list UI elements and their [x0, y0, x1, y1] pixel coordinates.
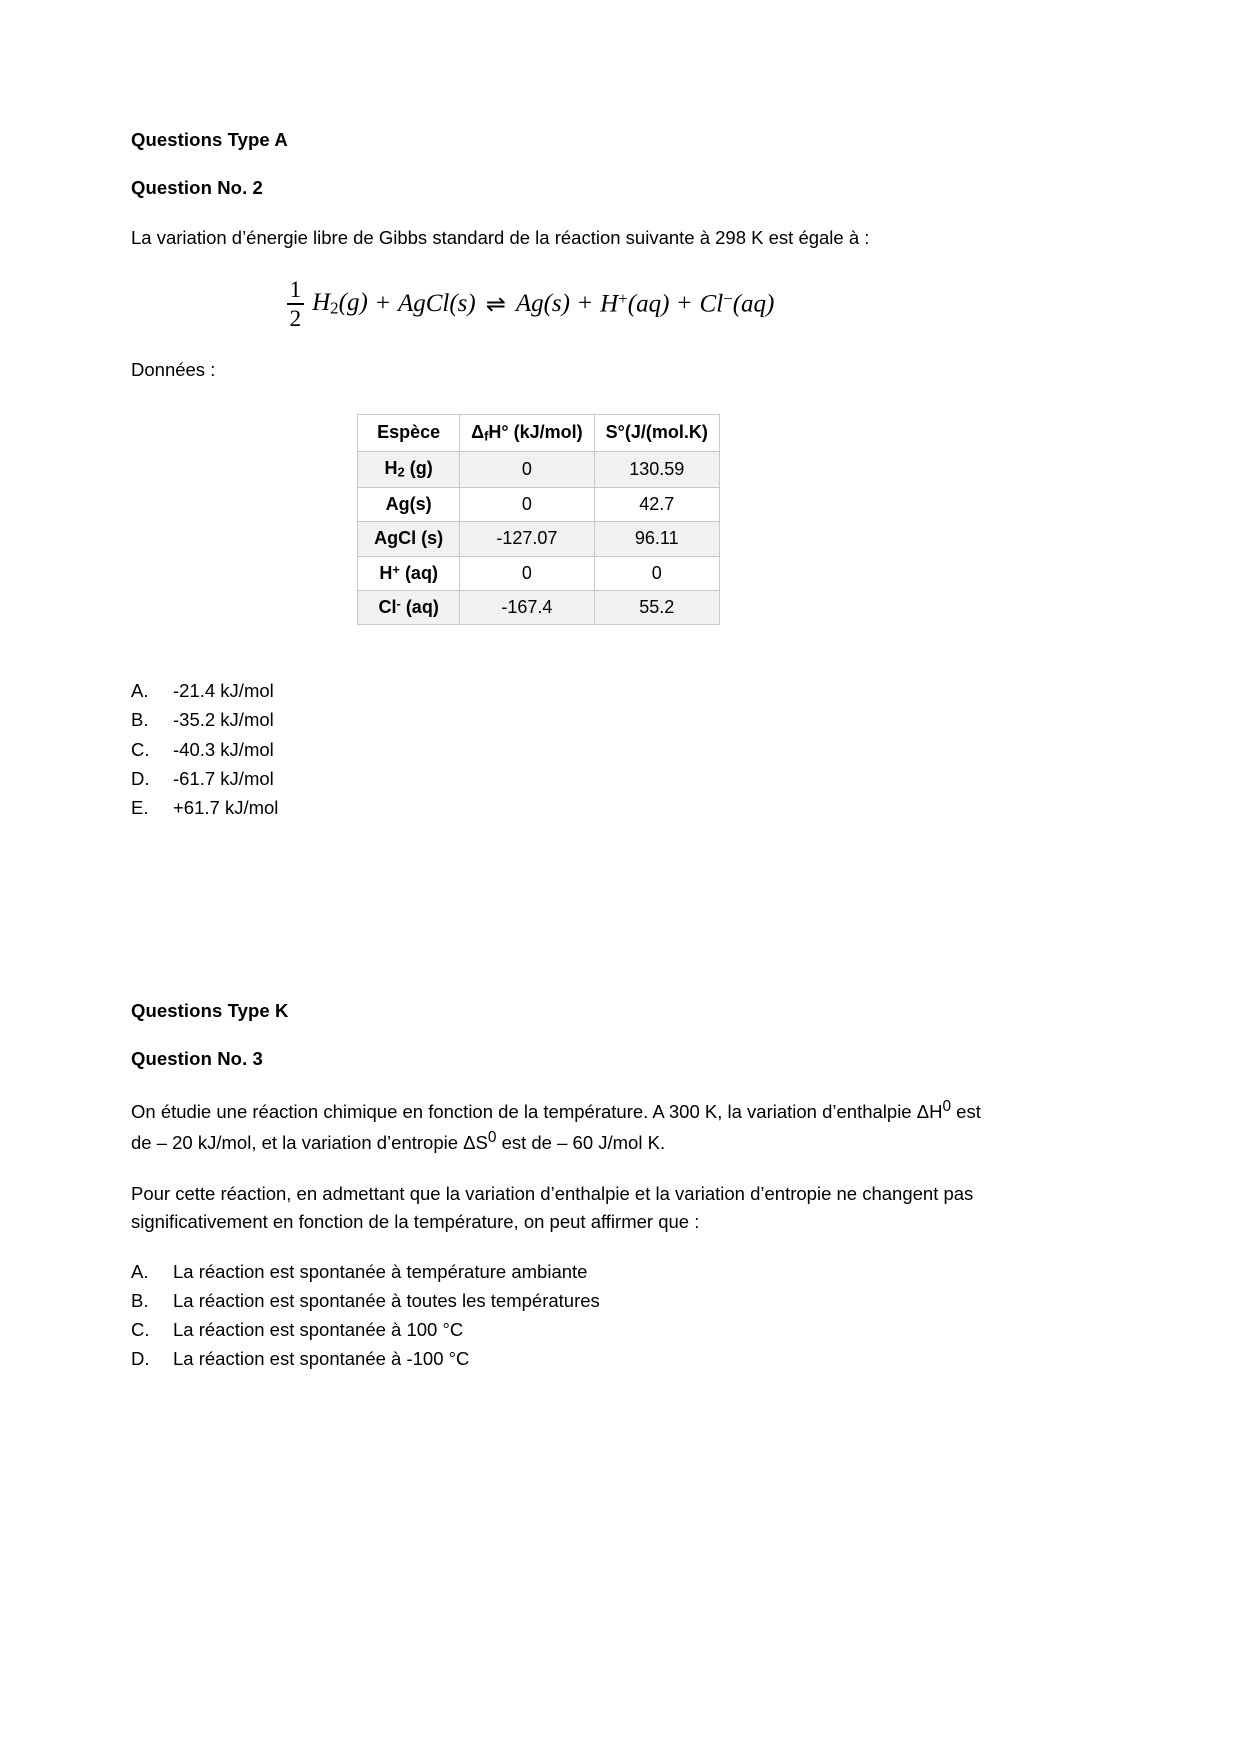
answer-text: La réaction est spontanée à toutes les températures: [173, 1290, 600, 1311]
question-3-paragraph-1: [131, 1095, 991, 1158]
answer-letter: A.: [131, 680, 149, 702]
thermodynamic-table-wrapper: [131, 414, 991, 625]
cell-species-cl-minus: Cl- (aq): [358, 590, 460, 624]
spacer-between-sections: [131, 823, 991, 999]
answer-option-a[interactable]: [131, 1258, 991, 1286]
plus-sign-1: +: [375, 290, 390, 318]
cell-enthalpy-h-plus: 0: [460, 556, 594, 590]
answer-text: -61.7 kJ/mol: [173, 767, 274, 789]
answer-letter: B.: [131, 709, 149, 731]
cell-species-agcl: AgCl (s): [358, 522, 460, 556]
question-heading-2: Question No. 2: [131, 177, 263, 199]
answer-option-c[interactable]: [131, 1316, 991, 1344]
fraction-denominator: 2: [289, 305, 302, 331]
question-heading-3: Question No. 3: [131, 1048, 263, 1070]
plus-sign-2: +: [577, 290, 593, 318]
cell-entropy-h2: 130.59: [594, 452, 719, 487]
answer-letter: D.: [131, 767, 150, 789]
cell-enthalpy-cl-minus: -167.4: [460, 590, 594, 624]
q3-text-part-2: est de – 20 kJ/mol, et la variation d’entropie ΔS: [131, 1101, 981, 1154]
table-row: [358, 590, 720, 624]
answer-option-a[interactable]: [131, 677, 991, 705]
cell-entropy-cl-minus: 55.2: [594, 590, 719, 624]
cell-entropy-agcl: 96.11: [594, 522, 719, 556]
answer-letter: E.: [131, 796, 149, 818]
answer-option-c[interactable]: [131, 736, 991, 764]
question-3-paragraph-2: Pour cette réaction, en admettant que la variation d’enthalpie et la variation d’entropie ne changent pas significativement en fonction de la température, on peut affirmer que :: [131, 1182, 974, 1232]
cell-species-ag: Ag(s): [358, 487, 460, 521]
equilibrium-arrow-icon: ⇌: [485, 291, 506, 318]
stoichiometric-fraction: [287, 278, 305, 330]
answer-text: La réaction est spontanée à -100 °C: [173, 1348, 470, 1370]
answer-text: La réaction est spontanée à température ambiante: [173, 1260, 588, 1282]
product-cl-minus: Cl−(aq): [699, 289, 775, 318]
column-header-entropy: S°(J/(mol.K): [594, 414, 719, 451]
table-row: [358, 522, 720, 556]
q3-text-part-3: est de – 60 J/mol K.: [496, 1132, 666, 1154]
thermodynamic-data-table: [357, 414, 720, 625]
cell-enthalpy-ag: 0: [460, 487, 594, 521]
answer-letter: D.: [131, 1348, 150, 1370]
q3-superscript-1: 0: [942, 1098, 952, 1116]
page-content: [131, 128, 991, 1374]
table-body: [358, 452, 720, 625]
answer-option-b[interactable]: [131, 706, 991, 734]
reactant-agcl: AgCl(s): [397, 290, 476, 318]
cell-enthalpy-h2: 0: [460, 452, 594, 487]
answer-list-question-3: [131, 1258, 991, 1373]
cell-entropy-h-plus: 0: [594, 556, 719, 590]
cell-enthalpy-agcl: -127.07: [460, 522, 594, 556]
answer-option-d[interactable]: [131, 1345, 991, 1373]
answer-letter: A.: [131, 1260, 149, 1282]
answer-text: La réaction est spontanée à 100 °C: [173, 1319, 464, 1341]
table-header-row: [358, 414, 720, 451]
table-row: [358, 487, 720, 521]
question-2-intro: La variation d’énergie libre de Gibbs standard de la réaction suivante à 298 K est égale à :: [131, 227, 870, 249]
spacer-after-table: [131, 625, 991, 677]
answer-letter: C.: [131, 738, 150, 760]
chemical-equation: [287, 278, 776, 330]
cell-species-h2: $H_2$ (g): [358, 452, 460, 487]
answer-list-question-2: [131, 677, 991, 822]
section-heading-type-a: Questions Type A: [131, 129, 288, 150]
q3-text-part-1: On étudie une réaction chimique en fonction de la température. A 300 K, la variation d’enthalpie ΔH: [131, 1101, 943, 1123]
product-ag: Ag(s): [515, 290, 570, 318]
answer-text: -40.3 kJ/mol: [173, 738, 274, 760]
column-header-species: Espèce: [358, 414, 460, 451]
cell-entropy-ag: 42.7: [594, 487, 719, 521]
answer-letter: B.: [131, 1290, 149, 1311]
section-heading-type-k: Questions Type K: [131, 999, 289, 1021]
reactant-h2: $H_2(g)$: [312, 289, 368, 318]
chemical-equation-wrapper: [131, 278, 991, 330]
table-row: [358, 556, 720, 590]
product-h-plus: H+(aq): [600, 289, 670, 318]
answer-text: -35.2 kJ/mol: [173, 709, 274, 731]
fraction-numerator: 1: [289, 277, 302, 303]
answer-letter: C.: [131, 1319, 150, 1341]
answer-text: +61.7 kJ/mol: [173, 796, 279, 818]
cell-species-h-plus: H+ (aq): [358, 556, 460, 590]
table-row: [358, 452, 720, 487]
answer-text: -21.4 kJ/mol: [173, 680, 274, 702]
data-label: Données :: [131, 358, 216, 380]
plus-sign-3: +: [677, 290, 692, 318]
column-header-enthalpy: $\Delta_fH^\circ$ (kJ/mol): [460, 414, 594, 451]
q3-superscript-2: 0: [487, 1129, 497, 1147]
answer-option-e[interactable]: [131, 794, 991, 822]
answer-option-b[interactable]: [131, 1287, 991, 1315]
answer-option-d[interactable]: [131, 765, 991, 793]
table-header: [358, 414, 720, 451]
